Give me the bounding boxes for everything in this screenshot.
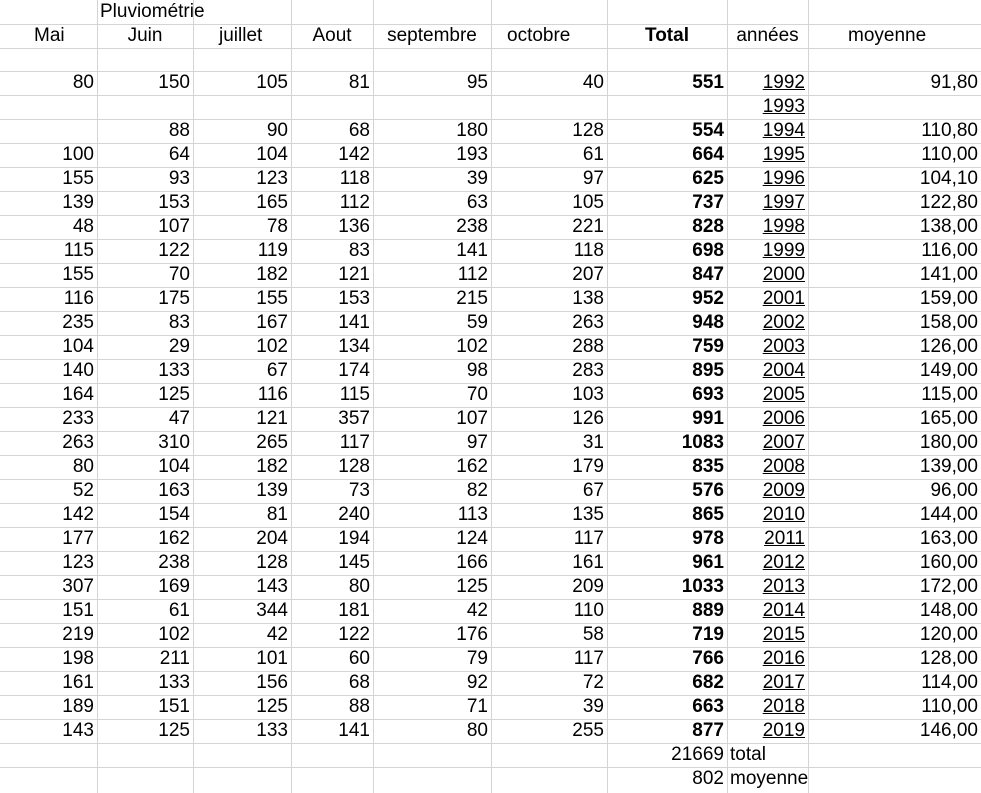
data-cell[interactable]: 128 [338, 456, 370, 477]
data-cell[interactable]: 310 [158, 432, 190, 453]
data-cell[interactable]: 664 [692, 144, 724, 165]
data-cell[interactable]: 136 [338, 216, 370, 237]
data-cell[interactable]: 889 [692, 600, 724, 621]
data-cell[interactable]: 161 [572, 552, 604, 573]
data-cell[interactable]: 52 [72, 480, 94, 501]
data-cell[interactable]: 110,80 [921, 120, 978, 141]
data-cell[interactable]: 176 [456, 624, 488, 645]
header-septembre[interactable]: septembre [387, 25, 477, 46]
data-cell[interactable]: 209 [572, 576, 604, 597]
data-cell[interactable] [0, 119, 97, 143]
data-cell[interactable]: 80 [348, 576, 370, 597]
data-cell[interactable]: 142 [338, 144, 370, 165]
data-cell[interactable]: 117 [573, 648, 604, 669]
data-cell[interactable]: 116,00 [921, 240, 978, 261]
data-cell[interactable]: 123 [62, 552, 94, 573]
data-cell[interactable]: 235 [62, 312, 94, 333]
data-cell[interactable]: 181 [338, 600, 370, 621]
data-cell[interactable]: 114,00 [921, 672, 978, 693]
data-cell[interactable]: 160,00 [919, 552, 978, 573]
summary-value[interactable]: 802 [692, 768, 724, 789]
data-cell[interactable]: 895 [692, 360, 724, 381]
data-cell[interactable]: 110,00 [921, 144, 978, 165]
summary-value[interactable]: 21669 [671, 744, 724, 765]
data-cell[interactable]: 80 [72, 72, 94, 93]
data-cell[interactable]: 128,00 [919, 648, 978, 669]
header-aout[interactable]: Aout [312, 25, 352, 46]
data-cell[interactable]: 39 [582, 696, 604, 717]
header-juin[interactable]: Juin [127, 25, 163, 46]
data-cell[interactable]: 107 [158, 216, 190, 237]
data-cell[interactable]: 1083 [681, 432, 724, 453]
data-cell[interactable]: 164 [62, 384, 94, 405]
data-cell[interactable]: 877 [692, 720, 724, 741]
data-cell[interactable]: 88 [348, 696, 370, 717]
data-cell[interactable] [0, 95, 97, 119]
data-cell[interactable]: 2019 [762, 720, 805, 741]
data-cell[interactable]: 71 [466, 696, 488, 717]
data-cell[interactable] [291, 95, 373, 119]
data-cell[interactable]: 153 [338, 288, 370, 309]
row-gridline [0, 743, 981, 744]
data-cell[interactable]: 719 [692, 624, 724, 645]
data-cell[interactable]: 255 [572, 720, 604, 741]
data-cell[interactable]: 59 [466, 312, 488, 333]
data-cell[interactable]: 2000 [762, 264, 805, 285]
data-cell[interactable]: 219 [62, 624, 94, 645]
data-cell[interactable]: 112 [339, 192, 370, 213]
data-cell[interactable]: 179 [572, 456, 604, 477]
data-cell[interactable]: 117 [339, 432, 370, 453]
data-cell[interactable]: 155 [62, 264, 94, 285]
data-cell[interactable]: 1999 [762, 240, 805, 261]
data-cell[interactable]: 68 [348, 120, 370, 141]
data-cell[interactable]: 104,10 [919, 168, 978, 189]
data-cell[interactable]: 2004 [762, 360, 805, 381]
data-cell[interactable]: 139,00 [919, 456, 978, 477]
data-cell[interactable]: 97 [466, 432, 488, 453]
data-cell[interactable]: 123 [256, 168, 288, 189]
header-mai[interactable]: Mai [34, 25, 65, 46]
data-cell[interactable]: 682 [692, 672, 724, 693]
data-cell[interactable]: 952 [692, 288, 724, 309]
data-cell[interactable]: 2017 [762, 672, 805, 693]
data-cell[interactable]: 82 [466, 480, 488, 501]
header-total[interactable]: Total [645, 25, 689, 46]
data-cell[interactable]: 2015 [762, 624, 805, 645]
data-cell[interactable]: 163,00 [919, 528, 978, 549]
data-cell[interactable]: 177 [62, 528, 94, 549]
data-cell[interactable]: 58 [582, 624, 604, 645]
data-cell[interactable]: 126 [572, 408, 604, 429]
data-cell[interactable]: 2003 [762, 336, 805, 357]
data-cell[interactable]: 155 [256, 288, 288, 309]
data-cell[interactable]: 107 [456, 408, 488, 429]
data-cell[interactable]: 165 [256, 192, 288, 213]
data-cell[interactable]: 167 [256, 312, 288, 333]
data-cell[interactable]: 40 [582, 72, 604, 93]
data-cell[interactable]: 42 [466, 600, 488, 621]
data-cell[interactable]: 2008 [762, 456, 805, 477]
row-gridline [0, 48, 981, 49]
data-cell[interactable]: 172,00 [919, 576, 978, 597]
data-cell[interactable]: 104 [256, 144, 288, 165]
data-cell[interactable]: 122,80 [919, 192, 978, 213]
data-cell[interactable]: 154 [158, 504, 190, 525]
data-cell[interactable]: 126,00 [919, 336, 978, 357]
data-cell[interactable]: 121 [256, 408, 288, 429]
data-cell[interactable]: 101 [256, 648, 288, 669]
data-cell[interactable]: 141 [456, 240, 488, 261]
data-cell[interactable]: 344 [256, 600, 288, 621]
data-cell[interactable]: 2016 [762, 648, 805, 669]
data-cell[interactable]: 263 [62, 432, 94, 453]
data-cell[interactable]: 31 [582, 432, 604, 453]
data-cell[interactable]: 128 [572, 120, 604, 141]
data-cell[interactable]: 122 [158, 240, 190, 261]
data-cell[interactable]: 133 [256, 720, 288, 741]
data-cell[interactable]: 357 [338, 408, 370, 429]
data-cell[interactable] [193, 95, 291, 119]
data-cell[interactable]: 2006 [762, 408, 805, 429]
data-cell[interactable]: 29 [168, 336, 190, 357]
data-cell[interactable]: 63 [466, 192, 488, 213]
data-cell[interactable]: 115 [63, 240, 94, 261]
data-cell[interactable]: 39 [466, 168, 488, 189]
data-cell[interactable]: 134 [338, 336, 370, 357]
data-cell[interactable]: 145 [338, 552, 370, 573]
data-cell[interactable]: 141 [338, 312, 370, 333]
data-cell[interactable]: 120,00 [919, 624, 978, 645]
data-cell[interactable]: 102 [158, 624, 190, 645]
data-cell[interactable]: 115 [339, 384, 370, 405]
data-cell[interactable]: 175 [158, 288, 190, 309]
data-cell[interactable]: 2010 [762, 504, 805, 525]
data-cell[interactable]: 158,00 [919, 312, 978, 333]
data-cell[interactable]: 180 [456, 120, 488, 141]
data-cell[interactable]: 698 [692, 240, 724, 261]
data-cell[interactable]: 78 [266, 216, 288, 237]
data-cell[interactable]: 2018 [762, 696, 805, 717]
header-moyenne[interactable]: moyenne [848, 25, 927, 46]
data-cell[interactable]: 102 [256, 336, 288, 357]
data-cell[interactable]: 161 [62, 672, 94, 693]
data-cell[interactable]: 215 [456, 288, 488, 309]
data-cell[interactable]: 118 [573, 240, 604, 261]
data-cell[interactable] [607, 95, 727, 119]
data-cell[interactable]: 97 [582, 168, 604, 189]
data-cell[interactable]: 961 [692, 552, 724, 573]
data-cell[interactable]: 81 [266, 504, 288, 525]
data-cell[interactable]: 153 [158, 192, 190, 213]
data-cell[interactable]: 283 [572, 360, 604, 381]
data-cell[interactable]: 110 [573, 600, 604, 621]
data-cell[interactable]: 2009 [762, 480, 805, 501]
data-cell[interactable]: 143 [62, 720, 94, 741]
data-cell[interactable]: 91,80 [930, 72, 978, 93]
data-cell[interactable]: 81 [348, 72, 370, 93]
data-cell[interactable]: 1994 [762, 120, 805, 141]
header-octobre[interactable]: octobre [507, 25, 571, 46]
data-cell[interactable]: 80 [466, 720, 488, 741]
data-cell[interactable] [808, 95, 981, 119]
data-cell[interactable]: 766 [692, 648, 724, 669]
data-cell[interactable]: 737 [692, 192, 724, 213]
data-cell[interactable]: 1996 [762, 168, 805, 189]
data-cell[interactable]: 92 [466, 672, 488, 693]
data-cell[interactable]: 948 [692, 312, 724, 333]
data-cell[interactable]: 105 [572, 192, 604, 213]
data-cell[interactable]: 240 [338, 504, 370, 525]
data-cell[interactable]: 144,00 [919, 504, 978, 525]
data-cell[interactable]: 70 [168, 264, 190, 285]
data-cell[interactable]: 307 [62, 576, 94, 597]
data-cell[interactable]: 104 [62, 336, 94, 357]
data-cell[interactable]: 828 [692, 216, 724, 237]
row-gridline [0, 767, 981, 768]
data-cell[interactable]: 211 [159, 648, 190, 669]
data-cell[interactable]: 118 [339, 168, 370, 189]
data-cell[interactable] [97, 95, 193, 119]
data-cell[interactable]: 991 [692, 408, 724, 429]
data-cell[interactable]: 151 [62, 600, 94, 621]
data-cell[interactable]: 125 [158, 384, 190, 405]
data-cell[interactable]: 73 [348, 480, 370, 501]
data-cell[interactable]: 156 [256, 672, 288, 693]
data-cell[interactable]: 72 [582, 672, 604, 693]
data-cell[interactable]: 1995 [762, 144, 805, 165]
data-cell[interactable]: 64 [168, 144, 190, 165]
data-cell[interactable]: 90 [266, 120, 288, 141]
data-cell[interactable]: 80 [72, 456, 94, 477]
data-cell[interactable]: 182 [256, 264, 288, 285]
data-cell[interactable]: 98 [466, 360, 488, 381]
data-cell[interactable]: 865 [692, 504, 724, 525]
data-cell[interactable]: 148,00 [919, 600, 978, 621]
data-cell[interactable]: 95 [466, 72, 488, 93]
data-cell[interactable]: 978 [692, 528, 724, 549]
data-cell[interactable]: 182 [256, 456, 288, 477]
data-cell[interactable]: 1033 [681, 576, 724, 597]
data-cell[interactable]: 61 [582, 144, 604, 165]
data-cell[interactable]: 115,00 [921, 384, 978, 405]
data-cell[interactable]: 125 [456, 576, 488, 597]
data-cell[interactable]: 104 [158, 456, 190, 477]
data-cell[interactable]: 116 [257, 384, 288, 405]
data-cell[interactable]: 150 [158, 72, 190, 93]
data-cell[interactable]: 288 [572, 336, 604, 357]
data-cell[interactable]: 2007 [762, 432, 805, 453]
data-cell[interactable]: 151 [158, 696, 190, 717]
data-cell[interactable]: 174 [338, 360, 370, 381]
data-cell[interactable]: 83 [168, 312, 190, 333]
data-cell[interactable]: 693 [692, 384, 724, 405]
data-cell[interactable]: 759 [692, 336, 724, 357]
data-cell[interactable]: 138 [572, 288, 604, 309]
data-cell[interactable]: 139 [256, 480, 288, 501]
data-cell[interactable]: 166 [456, 552, 488, 573]
data-cell[interactable]: 159,00 [919, 288, 978, 309]
data-cell[interactable]: 180,00 [919, 432, 978, 453]
summary-label[interactable]: total [730, 744, 766, 765]
data-cell[interactable]: 2005 [762, 384, 805, 405]
data-cell[interactable]: 193 [456, 144, 488, 165]
data-cell[interactable]: 67 [582, 480, 604, 501]
data-cell[interactable]: 68 [348, 672, 370, 693]
data-cell[interactable]: 625 [692, 168, 724, 189]
data-cell[interactable]: 83 [348, 240, 370, 261]
data-cell[interactable]: 133 [158, 672, 190, 693]
data-cell[interactable]: 155 [62, 168, 94, 189]
data-cell[interactable]: 142 [62, 504, 94, 525]
data-cell[interactable]: 61 [168, 600, 190, 621]
data-cell[interactable]: 117 [573, 528, 604, 549]
data-cell[interactable]: 133 [158, 360, 190, 381]
data-cell[interactable]: 47 [168, 408, 190, 429]
data-cell[interactable]: 576 [692, 480, 724, 501]
data-cell[interactable]: 122 [338, 624, 370, 645]
data-cell[interactable]: 169 [158, 576, 190, 597]
data-cell[interactable] [373, 95, 491, 119]
data-cell[interactable]: 2013 [762, 576, 805, 597]
data-cell[interactable]: 2002 [762, 312, 805, 333]
data-cell[interactable]: 146,00 [919, 720, 978, 741]
data-cell[interactable]: 238 [158, 552, 190, 573]
data-cell[interactable]: 207 [572, 264, 604, 285]
data-cell[interactable]: 265 [256, 432, 288, 453]
data-cell[interactable]: 847 [692, 264, 724, 285]
data-cell[interactable]: 2001 [762, 288, 805, 309]
data-cell[interactable]: 138,00 [919, 216, 978, 237]
data-cell[interactable]: 1998 [762, 216, 805, 237]
data-cell[interactable]: 221 [572, 216, 604, 237]
data-cell[interactable]: 110,00 [921, 696, 978, 717]
data-cell[interactable]: 1992 [762, 72, 805, 93]
data-cell[interactable]: 88 [168, 120, 190, 141]
header-juillet[interactable]: juillet [219, 25, 263, 46]
data-cell[interactable]: 140 [62, 360, 94, 381]
data-cell[interactable]: 103 [572, 384, 604, 405]
data-cell[interactable]: 204 [256, 528, 288, 549]
data-cell[interactable]: 663 [692, 696, 724, 717]
data-cell[interactable]: 113 [457, 504, 488, 525]
data-cell[interactable]: 70 [466, 384, 488, 405]
data-cell[interactable]: 125 [256, 696, 288, 717]
data-cell[interactable]: 141,00 [919, 264, 978, 285]
data-cell[interactable]: 112 [457, 264, 488, 285]
data-cell[interactable]: 194 [338, 528, 370, 549]
data-cell[interactable]: 238 [456, 216, 488, 237]
data-cell[interactable]: 116 [63, 288, 94, 309]
data-cell[interactable]: 124 [456, 528, 488, 549]
data-cell[interactable]: 100 [62, 144, 94, 165]
data-cell[interactable]: 198 [62, 648, 94, 669]
data-cell[interactable]: 96,00 [930, 480, 978, 501]
data-cell[interactable]: 121 [338, 264, 370, 285]
data-cell[interactable]: 125 [158, 720, 190, 741]
header-annees[interactable]: années [736, 25, 799, 46]
data-cell[interactable]: 149,00 [919, 360, 978, 381]
data-cell[interactable]: 67 [266, 360, 288, 381]
data-cell[interactable]: 835 [692, 456, 724, 477]
data-cell[interactable]: 189 [62, 696, 94, 717]
data-cell[interactable]: 163 [158, 480, 190, 501]
data-cell[interactable]: 233 [62, 408, 94, 429]
data-cell[interactable]: 48 [72, 216, 94, 237]
summary-label[interactable]: moyenne [730, 768, 809, 789]
data-cell[interactable]: 162 [456, 456, 488, 477]
data-cell[interactable]: 141 [338, 720, 370, 741]
data-cell[interactable]: 139 [62, 192, 94, 213]
data-cell[interactable]: 2014 [762, 600, 805, 621]
data-cell[interactable]: 105 [256, 72, 288, 93]
sheet-title[interactable]: Pluviométrie [100, 1, 205, 22]
data-cell[interactable]: 119 [257, 240, 288, 261]
data-cell[interactable]: 79 [466, 648, 488, 669]
data-cell[interactable]: 143 [256, 576, 288, 597]
data-cell[interactable]: 2012 [762, 552, 805, 573]
data-cell[interactable]: 102 [456, 336, 488, 357]
data-cell[interactable]: 165,00 [919, 408, 978, 429]
data-cell[interactable]: 42 [266, 624, 288, 645]
data-cell[interactable] [491, 95, 607, 119]
data-cell[interactable]: 128 [256, 552, 288, 573]
data-cell[interactable]: 1993 [762, 96, 805, 117]
data-cell[interactable]: 60 [348, 648, 370, 669]
data-cell[interactable]: 1997 [762, 192, 805, 213]
data-cell[interactable]: 551 [692, 72, 724, 93]
data-cell[interactable]: 2011 [764, 528, 805, 549]
data-cell[interactable]: 93 [168, 168, 190, 189]
data-cell[interactable]: 135 [572, 504, 604, 525]
data-cell[interactable]: 162 [158, 528, 190, 549]
data-cell[interactable]: 554 [692, 120, 724, 141]
data-cell[interactable]: 263 [572, 312, 604, 333]
